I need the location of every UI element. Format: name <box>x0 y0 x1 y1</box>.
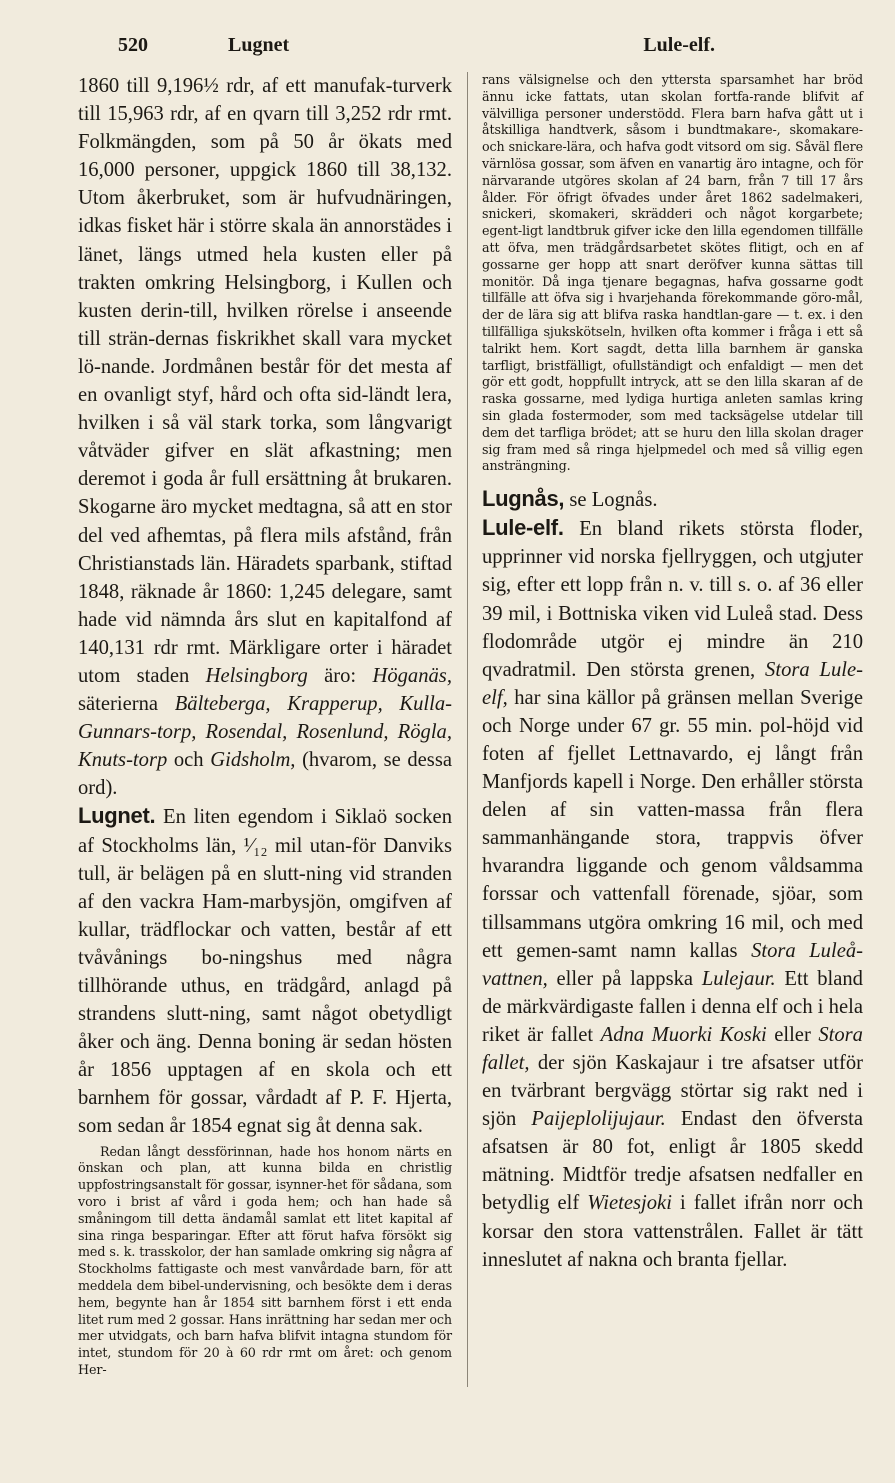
right-column <box>482 72 863 1274</box>
entry-lule-elf: Lule-elf. En bland rikets största floder, upprinner vid norska fjellryggen, och utgjuter sig, efter ett lopp från n. v. till s. o. af 36 eller 39 mil, i Bottniska viken vid Luleå stad. Dess flodområde utgör ej mindre än 210 qvadratmil. Den största grenen, Stora Lule-elf, har sina källor på gränsen mellan Sverige och Norge under 67 gr. 55 min. pol-höjd vid foten af fjellet Lettnavardo, ej långt från Manfjords kapell i Norge. Den erhåller största delen af sin vatten-massa från flera sammanhängande stora, trappvis öfver hvarandra liggande och genom våldsamma forssar och vattenfall förenade, sjöar, som tillsammans utgöra omkring 16 mil, och med ett gemen-samt namn kallas Stora Luleå-vattnen, eller på lappska Lulejaur. Ett bland de märkvärdigaste fallen i denna elf och i hela riket är fallet Adna Muorki Koski eller Stora fallet, der sjön Kaskajaur i tre afsatser utför en tvärbrant bergvägg störtar sig rakt ned i sjön Paijeplolijujaur. Endast den öfversta afsatsen är 80 fot, enligt år 1805 skedd mätning. Midtför tredje afsatsen nedfaller en betydlig elf Wietesjoki i fallet ifrån norr och korsar den stora vattenstrålen. Fallet är tätt inneslutet af nakna och branta fjellar. <box>482 515 863 1271</box>
headword-lugnet: Lugnet. <box>78 803 156 829</box>
entry-lugnet-text: En liten egendom i Siklaö socken af Stockholms län, ¹⁄₁₂ mil utan-för Danviks tull, är belägen på en slutt-ning vid stranden af den vackra Ham-marbysjön, omgifven af kullar, trädflockar och vatten, består af ett tvåvånings bo-ningshus med några tillhörande uthus, en trädgård, anlagd på strandens slutt-ning, samt något obetydligt åker och äng. Denna boning är sedan hösten år 1856 upptagen af en skola och ett barnhem för gossar, vårdadt af P. F. Hjerta, som sedan år 1854 egnat sig åt denna sak. <box>78 806 452 1138</box>
place-helsingborg: Helsingborg <box>205 664 308 687</box>
entry-lugnas-text: se Lognås. <box>569 489 658 512</box>
page-number: 520 <box>118 34 148 56</box>
headword-lugnas: Lugnås, <box>482 486 565 512</box>
small-print-note-continued: rans välsignelse och den yttersta sparsamhet har bröd ännu icke fattats, utan skolan fortfa-rande blifvit af välvilliga personer understödd. Flera barn hafva gått ut i åtskilliga handtverk, såsom i bundtmakare-, skomakare- och snickare-lära, och hafva godt vitsord om sig. Såväl flere värnlösa gossar, som äfven en vanartig äro intagne, och för närvarande utgöres skolan af 24 barn, från 7 till 17 års ålder. För öfrigt öfvades under året 1862 sadelmakeri, snickeri, skomakeri, skrädderi och något korgarbete; egent-ligt landtbruk gifver icke den lilla egendomen tillfälle att öfva, men trädgårdsarbetet skötes flitigt, och en af gossarne ger hopp att snart deröfver kunna sättas till monitör. Då inga tjenare begagnas, hafva gossarne godt tillfälle att öfva sig i hvarjehanda förekommande göro-mål, der de lära sig att blifva raska handtlan-gare — t. ex. i den tillfälliga sjukskötseln, hvilken ofta kommer i fråga i ett så talrikt hem. Kort sagdt, detta lilla barnhem är ganska tarfligt, bristfälligt, ofullständigt och enfaldigt — men det gör ett godt, hoppfullt intryck, att se den lilla skaran af de raska gossarne, med lydiga hurtiga anleten samlas kring sin glada fostermoder, som med tacksägelse utdelar till dem det tarfliga brödet; att se huru den lilla skolan drager sig fram med så ringa hjelpmedel och med så villig egen ansträngning. <box>482 72 863 474</box>
left-column <box>78 72 452 1379</box>
entry-continuation-paragraph: 1860 till 9,196½ rdr, af ett manufak-turverk till 15,963 rdr, af en qvarn till 3,252 rdr rmt. Folkmängden, som på 50 år ökats med 16,000 personer, uppgick 1860 till 38,132. Utom åkerbruket, som är hufvudnäringen, idkas fisket här i större skala än annorstädes i länet, längs utmed hela kusten eller på trakten omkring Helsingborg, i Kullen och kusten derin-till, hvilken rörelse i anseende till strän-dernas fiskrikhet skall vara mycket lö-nande. Jordmånen består för det mesta af en ovanligt styf, hård och ofta sid-ländt lera, hvilken i så väl stark torka, som långvarigt våtväder gifver en slät afkastning; men deremot i goda år full ersättning åt brukaren. Skogarne äro mycket medtagna, så att en stor del ved afhemtas, på flera mils afstånd, från Christianstads län. Häradets sparbank, stiftad 1848, räknade år 1860: 1,245 delegare, samt hade vid nämnda års slut en kapitalfond af 140,131 rdr rmt. Märkligare orter i häradet utom staden Helsingborg äro: Höganäs, säterierna Bälteberga, Krapperup, Kulla-Gunnars-torp, Rosendal, Rosenlund, Rögla, Knuts-torp och Gidsholm, (hvarom, se dessa ord). <box>78 75 453 800</box>
small-print-note: Redan långt dessförinnan, hade hos honom närts en önskan och plan, att kunna bilda en christlig uppfostringsanstalt för gossar, isynner-het för sådana, som voro i brist af vård i goda hem; och han hade så småningom till detta ändamål samlat ett litet kapital af sina ringa besparingar. Efter att förut hafva försökt sig med s. k. trasskolor, der han samlade omkring sig några af Stockholms fattigaste och mest vanvårdade barn, för att meddela dem bibel-undervisning, och besökte dem i deras hem, begynte han år 1854 sitt barnhem först i ett enda litet rum med 2 gossar. Hans inrättning har sedan mer och mer utvidgats, och barn hafva blifvit intagna stundom för intet, stundom för 20 à 60 rdr rmt om året: och genom Her- <box>78 1143 452 1377</box>
entry-lugnas <box>482 485 863 514</box>
place-hoganas: Höganäs, <box>372 664 452 687</box>
entry-lugnet <box>78 802 452 1140</box>
header-left-keyword: Lugnet <box>228 34 290 56</box>
headword-lule-elf: Lule-elf. <box>482 515 564 541</box>
place-list: Bälteberga, Krapperup, Kulla-Gunnars-torp, Rosendal, Rosenlund, Rögla, Knuts-torp <box>78 693 453 772</box>
place-gidsholm: Gidsholm, <box>210 749 296 772</box>
running-header <box>118 34 715 64</box>
column-divider <box>467 72 468 1387</box>
header-right-keyword: Lule-elf. <box>643 34 715 56</box>
